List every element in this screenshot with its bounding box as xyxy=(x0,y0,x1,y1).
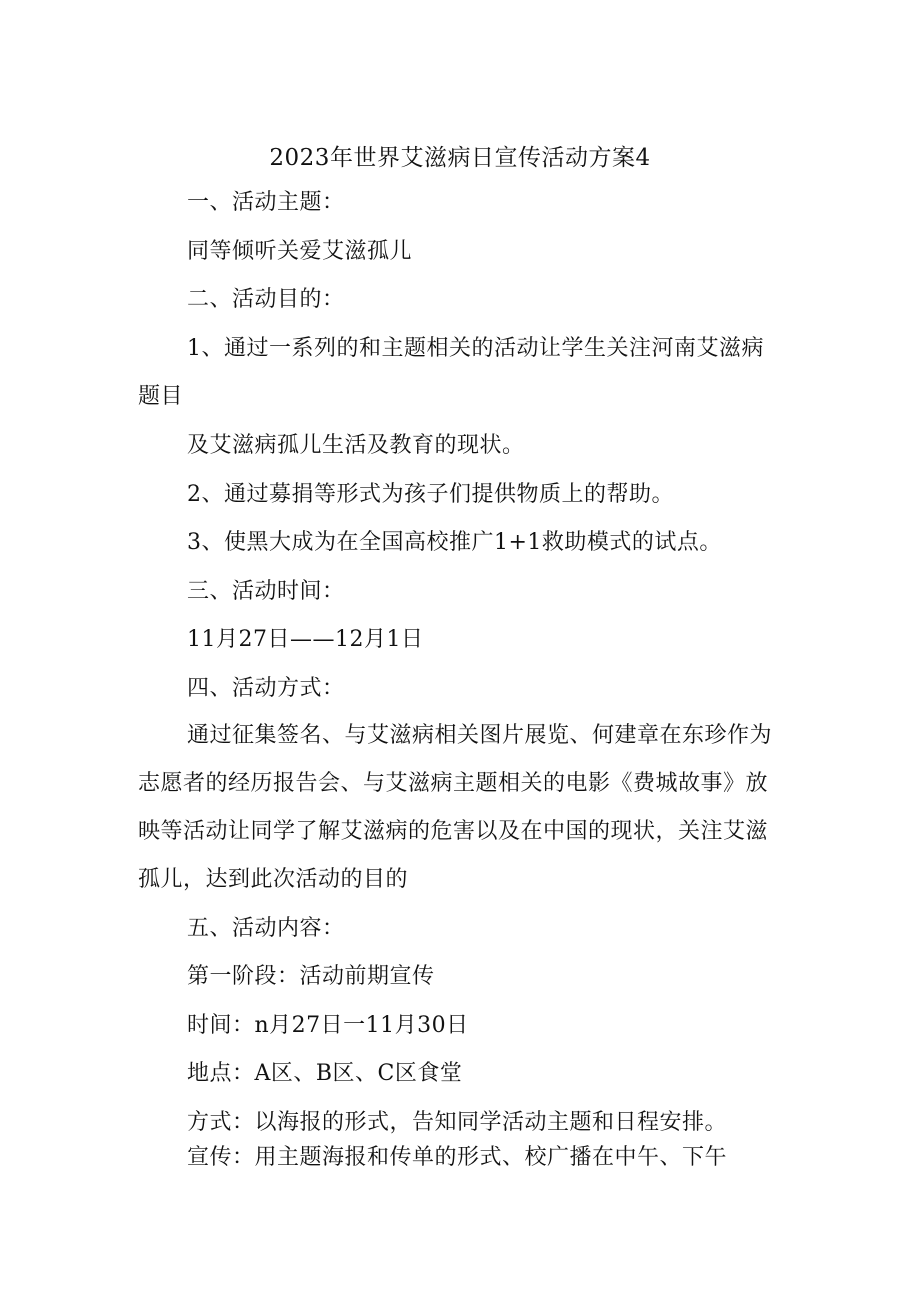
paragraph-purpose-1: 1、通过一系列的和主题相关的活动让学生关注河南艾滋病 xyxy=(187,336,764,361)
paragraph-time: 11月27日——12月1日 xyxy=(187,627,424,652)
paragraph-phase-1-time: 时间：n月27日一11月30日 xyxy=(187,1013,469,1038)
paragraph-method-line-1: 通过征集签名、与艾滋病相关图片展览、何建章在东珍作为 xyxy=(187,723,773,748)
paragraph-phase-1-method: 方式：以海报的形式，告知同学活动主题和日程安排。 xyxy=(187,1110,728,1135)
paragraph-purpose-3: 3、使黑大成为在全国高校推广1+1救助模式的试点。 xyxy=(187,530,722,555)
paragraph-phase-1: 第一阶段：活动前期宣传 xyxy=(187,964,435,989)
paragraph-purpose-1-cont: 题目 xyxy=(138,384,184,409)
paragraph-purpose-1b: 及艾滋病孤儿生活及教育的现状。 xyxy=(187,433,525,458)
paragraph-phase-1-publicity: 宣传：用主题海报和传单的形式、校广播在中午、下午 xyxy=(187,1145,728,1170)
section-heading-time: 三、活动时间： xyxy=(187,579,345,604)
paragraph-method-line-3: 映等活动让同学了解艾滋病的危害以及在中国的现状，关注艾滋 xyxy=(138,819,769,844)
paragraph-method-line-4: 孤儿，达到此次活动的目的 xyxy=(138,867,409,892)
section-heading-theme: 一、活动主题： xyxy=(187,190,345,215)
section-heading-purpose: 二、活动目的： xyxy=(187,287,345,312)
paragraph-method-line-2: 志愿者的经历报告会、与艾滋病主题相关的电影《费城故事》放 xyxy=(138,771,769,796)
paragraph-theme: 同等倾听关爱艾滋孤儿 xyxy=(187,239,413,264)
section-heading-content: 五、活动内容： xyxy=(187,916,345,941)
section-heading-method: 四、活动方式： xyxy=(187,676,345,701)
paragraph-purpose-2: 2、通过募捐等形式为孩子们提供物质上的帮助。 xyxy=(187,482,674,507)
paragraph-phase-1-location: 地点：A区、B区、C区食堂 xyxy=(187,1061,463,1086)
document-title: 2023年世界艾滋病日宣传活动方案4 xyxy=(269,145,651,171)
